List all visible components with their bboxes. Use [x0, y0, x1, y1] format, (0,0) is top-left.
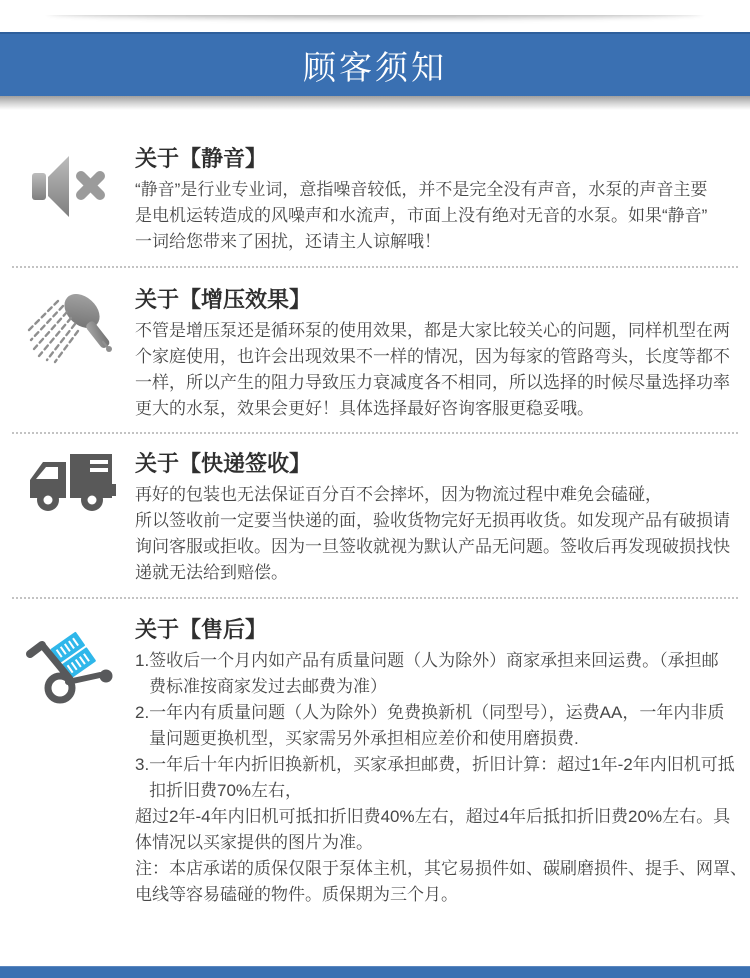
section-mute — [0, 145, 750, 255]
section-boost — [0, 286, 750, 422]
section-text-line: 再好的包装也无法保证百分百不会摔坏，因为物流过程中难免会磕碰， — [135, 485, 662, 504]
section-text-line: 一样，所以产生的阻力导致压力衰减度各不相同，所以选择的时候尽量选择功率 — [135, 373, 730, 392]
section-delivery — [0, 450, 750, 586]
section-text-line: 量问题更换机型，买家需另外承担相应差价和使用磨损费. — [149, 729, 579, 748]
section-text-line: 3.一年后十年内折旧换新机，买家承担邮费，折旧计算：超过1年-2年内旧机可抵 — [135, 755, 735, 774]
section-text-line: 电线等容易磕碰的物件。质保期为三个月。 — [135, 885, 458, 904]
delivery-truck-icon — [24, 450, 124, 542]
section-text-line: “静音”是行业专业词，意指噪音较低，并不是完全没有声音，水泵的声音主要 — [135, 180, 708, 199]
section-text-line: 超过2年-4年内旧机可抵扣折旧费40%左右，超过4年后抵扣折旧费20%左右。具 — [135, 807, 731, 826]
section-text-line: 扣折旧费70%左右， — [149, 781, 303, 800]
section-text-line: 1.签收后一个月内如产品有质量问题（人为除外）商家承担来回运费。（承担邮 — [135, 651, 719, 670]
section-title: 关于【售后】 — [135, 617, 268, 642]
section-text-line: 所以签收前一定要当快递的面，验收货物完好无损再收货。如发现产品有破损请 — [135, 511, 730, 530]
top-shadow-mask — [0, 0, 750, 15]
section-text-line: 体情况以买家提供的图片为准。 — [135, 833, 373, 852]
footer-banner-strip — [0, 966, 750, 978]
shower-head-icon — [24, 286, 124, 378]
section-text-line: 递就无法给到赔偿。 — [135, 563, 288, 582]
section-text-line: 费标准按商家发过去邮费为准） — [149, 677, 387, 696]
section-separator — [12, 266, 738, 268]
section-text-line: 个家庭使用，也许会出现效果不一样的情况，因为每家的管路弯头，长度等都不 — [135, 347, 730, 366]
banner-underline — [0, 96, 750, 110]
section-text-line: 一词给您带来了困扰，还请主人谅解哦！ — [135, 232, 441, 251]
section-text-line: 不管是增压泵还是循环泵的使用效果，都是大家比较关心的问题，同样机型在两 — [135, 321, 730, 340]
section-text-line: 2.一年内有质量问题（人为除外）免费换新机（同型号），运费AA，一年内非质 — [135, 703, 725, 722]
section-title: 关于【快递签收】 — [135, 451, 312, 476]
section-text-line: 是电机运转造成的风噪声和水流声，市面上没有绝对无音的水泵。如果“静音” — [135, 206, 708, 225]
page-title: 顾客须知 — [303, 48, 447, 86]
section-text-line: 更大的水泵，效果会更好！具体选择最好咨询客服更稳妥哦。 — [135, 399, 594, 418]
section-title: 关于【增压效果】 — [135, 287, 312, 312]
muted-speaker-icon — [24, 149, 124, 241]
header-banner — [0, 32, 750, 96]
section-text-line: 询问客服或拒收。因为一旦签收就视为默认产品无问题。签收后再发现破损找快 — [135, 537, 730, 556]
section-aftersale — [0, 616, 750, 908]
section-text-line: 注：本店承诺的质保仅限于泵体主机，其它易损件如、碳刷磨损件、提手、网罩、 — [135, 859, 747, 878]
section-separator — [12, 432, 738, 434]
section-separator — [12, 597, 738, 599]
hand-truck-icon — [20, 618, 120, 710]
section-title: 关于【静音】 — [135, 146, 268, 171]
